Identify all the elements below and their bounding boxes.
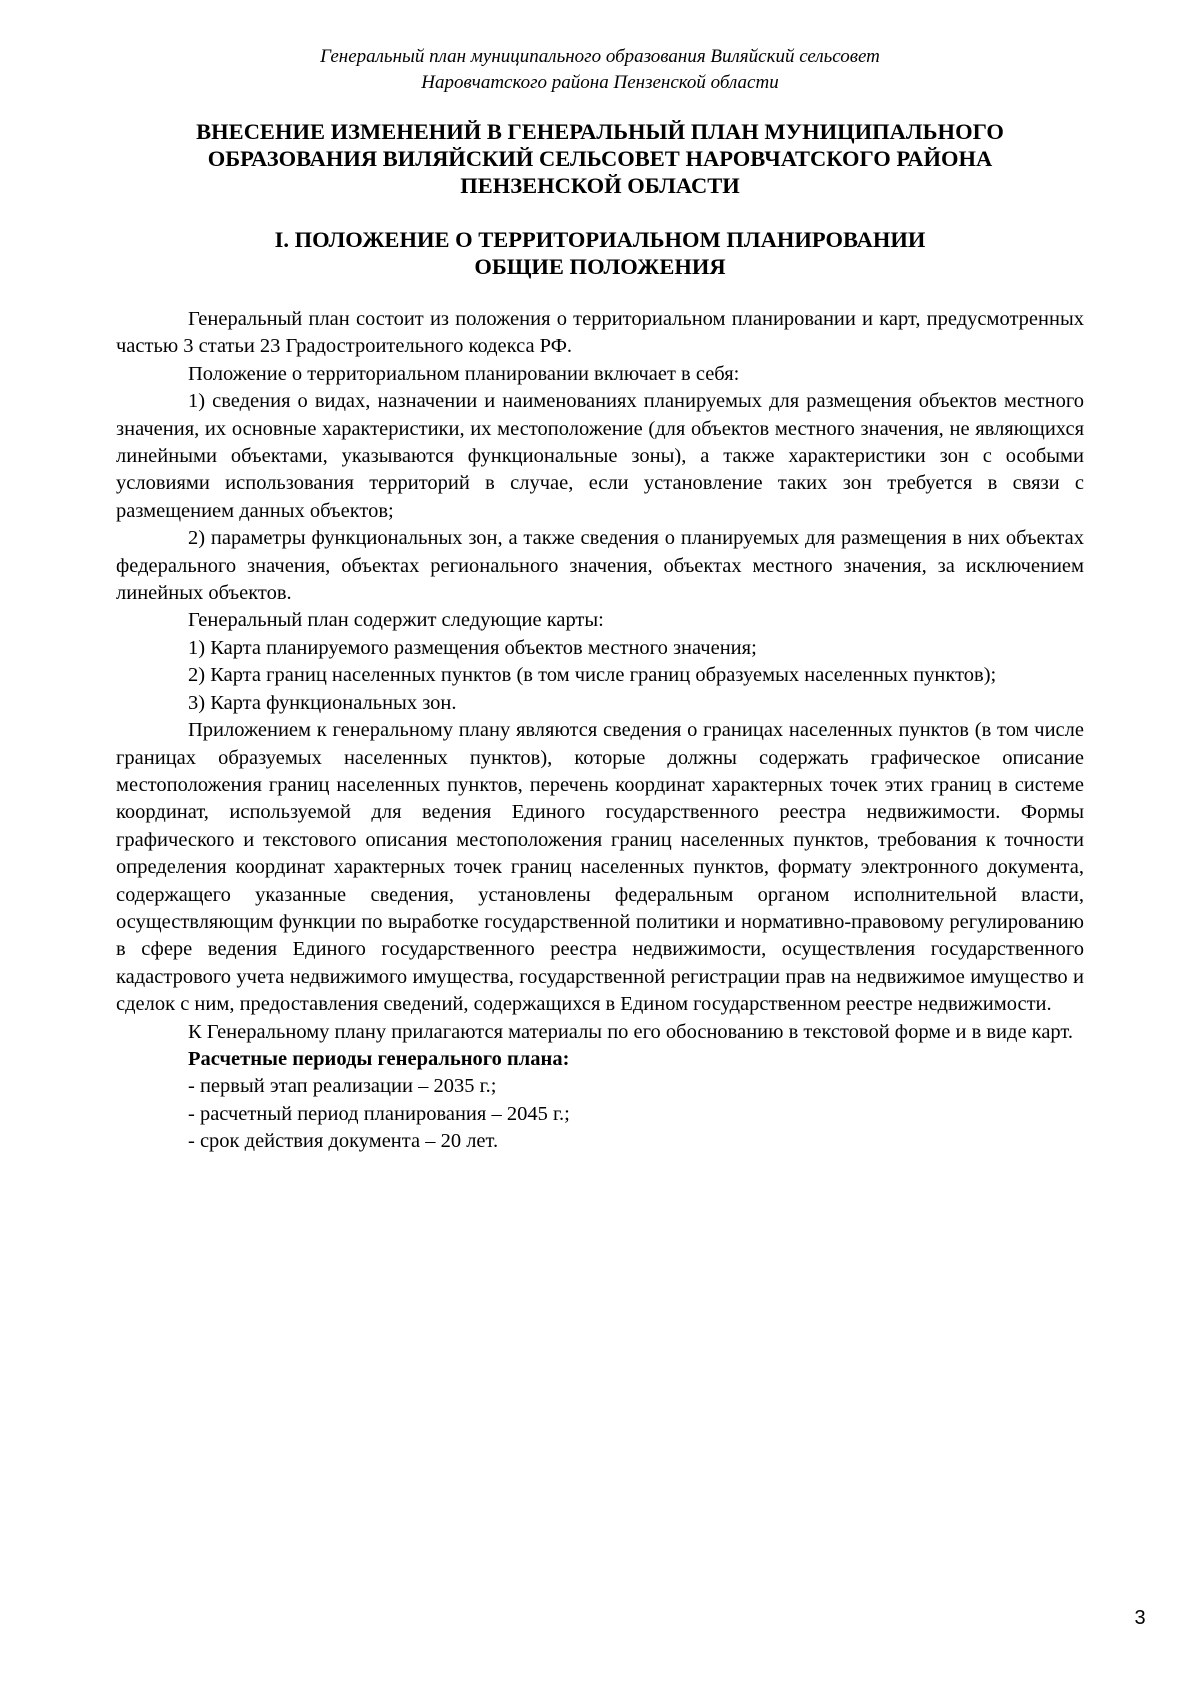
page-number: 3	[1134, 1607, 1146, 1629]
paragraph-item-2-zones: 2) параметры функциональных зон, а также сведения о планируемых для размещения в них объектах федерального значения, объектах регионального значения, объектах местного значения, за исключением линейных объектов.	[116, 527, 1084, 605]
section-title	[150, 226, 1050, 280]
running-header	[0, 44, 1200, 96]
body-text	[116, 306, 1084, 1156]
paragraph-item-1-objects: 1) сведения о видах, назначении и наименованиях планируемых для размещения объектов местного значения, их основные характеристики, их местоположение (для объектов местного значения, не являющихся линейными объектами, указываются функциональные зоны), а также характеристики зон с особыми условиями использования территорий в случае, если установление таких зон требуется в связи с размещением данных объектов;	[116, 390, 1084, 522]
paragraph-includes: Положение о территориальном планировании включает в себя:	[188, 362, 740, 385]
document-title-line-3: ПЕНЗЕНСКОЙ ОБЛАСТИ	[460, 173, 740, 198]
document-title-line-2: ОБРАЗОВАНИЯ ВИЛЯЙСКИЙ СЕЛЬСОВЕТ НАРОВЧАТСКОГО РАЙОНА	[207, 146, 993, 171]
list-item-map-2: 2) Карта границ населенных пунктов (в том числе границ образуемых населенных пунктов);	[188, 664, 997, 687]
document-title	[150, 118, 1050, 199]
document-title-line-1: ВНЕСЕНИЕ ИЗМЕНЕНИЙ В ГЕНЕРАЛЬНЫЙ ПЛАН МУНИЦИПАЛЬНОГО	[196, 119, 1004, 144]
section-title-line-1: I. ПОЛОЖЕНИЕ О ТЕРРИТОРИАЛЬНОМ ПЛАНИРОВАНИИ	[274, 227, 926, 252]
list-item-period-1: - первый этап реализации – 2035 г.;	[188, 1075, 497, 1098]
list-item-period-2: - расчетный период планирования – 2045 г.;	[188, 1102, 570, 1125]
periods-heading: Расчетные периоды генерального плана:	[188, 1047, 570, 1070]
paragraph-materials: К Генеральному плану прилагаются материалы по его обоснованию в текстовой форме и в виде карт.	[188, 1020, 1073, 1043]
section-title-line-2: ОБЩИЕ ПОЛОЖЕНИЯ	[474, 254, 726, 279]
list-item-map-1: 1) Карта планируемого размещения объектов местного значения;	[188, 636, 757, 659]
paragraph-appendix: Приложением к генеральному плану являются сведения о границах населенных пунктов (в том числе границах образуемых населенных пунктов), которые должны содержать графическое описание местоположения границ населенных пунктов, перечень координат характерных точек этих границ в системе координат, используемой для ведения Единого государственного реестра недвижимости. Формы графического и текстового описания местоположения границ населенных пунктов, требования к точности определения координат характерных точек границ населенных пунктов, формату электронного документа, содержащего указанные сведения, установлены федеральным органом исполнительной власти, осуществляющим функции по выработке государственной политики и нормативно-правовому регулированию в сфере ведения Единого государственного реестра недвижимости, осуществления государственного кадастрового учета недвижимого имущества, государственной регистрации прав на недвижимое имущество и сделок с ним, предоставления сведений, содержащихся в Едином государственном реестре недвижимости.	[116, 719, 1084, 1016]
paragraph-composition: Генеральный план состоит из положения о территориальном планировании и карт, предусмотренных частью 3 статьи 23 Градостроительного кодекса РФ.	[116, 308, 1084, 358]
paragraph-maps-intro: Генеральный план содержит следующие карты:	[188, 609, 604, 632]
running-header-line-1: Генеральный план муниципального образования Виляйский сельсовет	[320, 46, 880, 67]
running-header-line-2: Наровчатского района Пензенской области	[421, 72, 779, 93]
list-item-map-3: 3) Карта функциональных зон.	[188, 691, 457, 714]
list-item-period-3: - срок действия документа – 20 лет.	[188, 1130, 499, 1153]
